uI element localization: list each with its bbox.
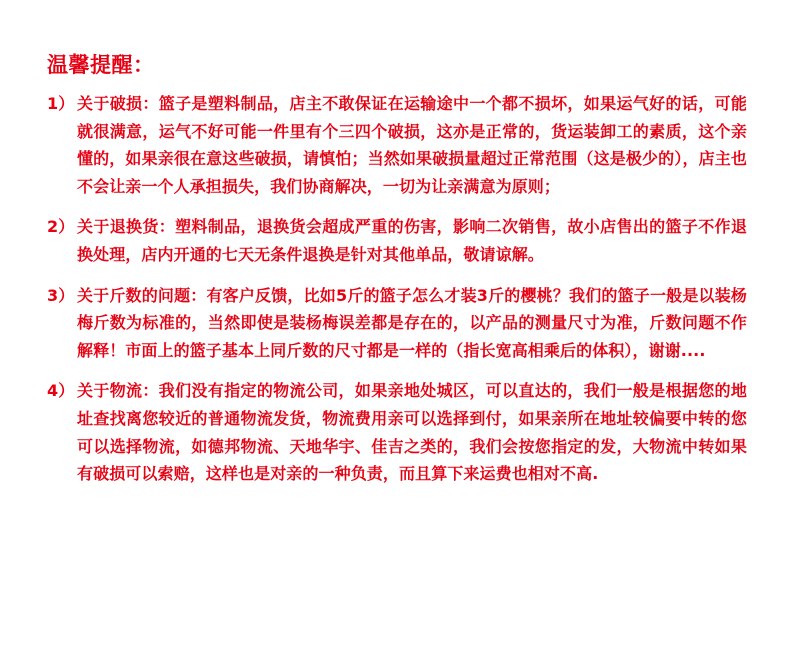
item-text: 关于退换货：塑料制品，退换货会超成严重的伤害，影响二次销售，故小店售出的篮子不作退换处理，店内开通的七天无条件退换是针对其他单品，敬请谅解。 [77,217,747,264]
item-number: 3） [47,285,75,305]
notice-item-breakage [47,90,747,200]
item-number: 4） [47,381,75,401]
notice-title: 温馨提醒： [47,53,155,77]
notice-item-logistics [47,377,747,487]
item-number: 1） [47,94,75,113]
item-text: 关于物流：我们没有指定的物流公司，如果亲地处城区，可以直达的，我们一般是根据您的地址查找离您较近的普通物流发货，物流费用亲可以选择到付，如果亲所在地址较偏要中转的您可以选择物流，如德邦物流、天地华宇、佳吉之类的，我们会按您指定的发，大物流中转如果有破损可以索赔，这样也是对亲的一种负责，而且算下来运费也相对不高. [77,381,747,484]
notice-item-returns [47,213,747,268]
item-number: 2） [47,217,75,237]
item-text: 关于斤数的问题：有客户反馈，比如5斤的篮子怎么才装3斤的樱桃？我们的篮子一般是以装杨梅斤数为标准的，当然即使是装杨梅误差都是存在的，以产品的测量尺寸为准，斤数问题不作解释！市面上的篮子基本上同斤数的尺寸都是一样的（指长宽高相乘后的体积），谢谢.... [77,285,747,360]
item-text: 关于破损：篮子是塑料制品，店主不敢保证在运输途中一个都不损坏，如果运气好的话，可能就很满意，运气不好可能一件里有个三四个破损，这亦是正常的，货运装卸工的素质，这个亲懂的，如果亲很在意这些破损，请慎怕；当然如果破损量超过正常范围（这是极少的），店主也不会让亲一个人承担损失，我们协商解决，一切为让亲满意为原则； [77,94,747,196]
notice-item-weight [47,282,747,365]
notice-list [47,90,747,501]
